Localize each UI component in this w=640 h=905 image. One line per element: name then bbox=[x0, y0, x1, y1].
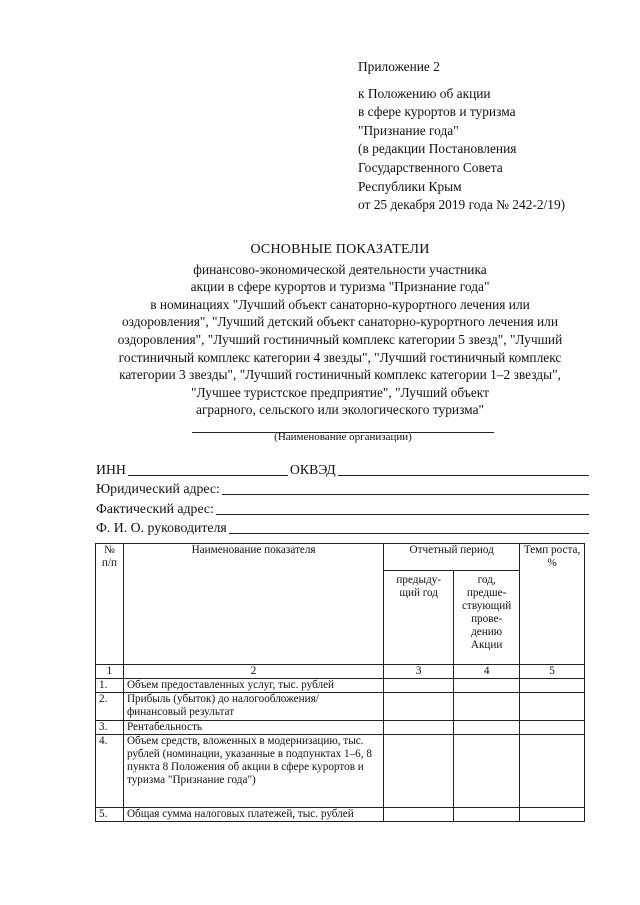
table-row bbox=[96, 679, 585, 693]
value-cell[interactable] bbox=[384, 808, 454, 822]
row-num: 1. bbox=[96, 679, 124, 693]
title-line: финансово-экономической деятельности участника bbox=[193, 261, 487, 277]
col-number: 2 bbox=[123, 665, 383, 679]
value-cell[interactable] bbox=[454, 735, 520, 808]
actual-address-row bbox=[96, 497, 591, 517]
table-header-row bbox=[96, 544, 585, 571]
header-prev-action-year: год, предше-ствующий прове-дению Акции bbox=[454, 571, 520, 665]
okved-field[interactable] bbox=[338, 462, 589, 476]
title-line: гостиничный комплекс категории 4 звезды", "Лучший гостиничный комплекс bbox=[118, 349, 562, 365]
head-name-label: Ф. И. О. руководителя bbox=[96, 520, 227, 535]
header-rate: Темп роста, % bbox=[520, 544, 585, 665]
value-cell[interactable] bbox=[454, 693, 520, 721]
value-cell[interactable] bbox=[454, 679, 520, 693]
legal-address-label: Юридический адрес: bbox=[96, 481, 220, 496]
title-line: "Лучшее туристское предприятие", "Лучший объект bbox=[191, 384, 489, 400]
actual-address-field[interactable] bbox=[216, 501, 589, 515]
appendix-line: "Признание года" bbox=[358, 122, 459, 138]
indicators-table bbox=[95, 543, 585, 822]
title-line: оздоровления", "Лучший гостиничный комплекс категории 5 звезд", "Лучший bbox=[117, 331, 563, 347]
appendix-line: (в редакции Постановления bbox=[358, 141, 517, 157]
row-name: Прибыль (убыток) до налогообложения/ финансовый результат bbox=[123, 693, 383, 721]
appendix-line: к Положению об акции bbox=[358, 85, 491, 101]
header-period: Отчетный период bbox=[384, 544, 520, 571]
title-main: ОСНОВНЫЕ ПОКАЗАТЕЛИ bbox=[250, 242, 430, 257]
appendix-number: Приложение 2 bbox=[358, 59, 440, 74]
appendix-line: Республики Крым bbox=[358, 178, 462, 194]
appendix-header bbox=[358, 58, 628, 215]
title-line: аграрного, сельского или экологического туризма" bbox=[196, 402, 484, 418]
row-name: Рентабельность bbox=[123, 721, 383, 735]
header-name: Наименование показателя bbox=[123, 544, 383, 665]
title-line: акции в сфере курортов и туризма "Признание года" bbox=[190, 279, 490, 295]
col-number: 1 bbox=[96, 665, 124, 679]
appendix-line: от 25 декабря 2019 года № 242-2/19) bbox=[358, 197, 566, 213]
org-name-caption: (Наименование организации) bbox=[274, 431, 412, 443]
table-row bbox=[96, 808, 585, 822]
row-num: 2. bbox=[96, 693, 124, 721]
row-num: 3. bbox=[96, 721, 124, 735]
value-cell[interactable] bbox=[520, 735, 585, 808]
appendix-line: в сфере курортов и туризма bbox=[358, 104, 516, 120]
value-cell[interactable] bbox=[454, 808, 520, 822]
value-cell[interactable] bbox=[520, 679, 585, 693]
table-row bbox=[96, 735, 585, 808]
value-cell[interactable] bbox=[384, 735, 454, 808]
title-line: в номинациях "Лучший объект санаторно-курортного лечения или bbox=[150, 296, 530, 312]
value-cell[interactable] bbox=[384, 679, 454, 693]
inn-label: ИНН bbox=[96, 461, 126, 477]
column-number-row bbox=[96, 665, 585, 679]
col-number: 5 bbox=[520, 665, 585, 679]
org-fields bbox=[96, 458, 591, 536]
okved-label: ОКВЭД bbox=[289, 461, 336, 477]
title-line: оздоровления", "Лучший детский объект санаторно-курортного лечения или bbox=[121, 314, 559, 330]
legal-address-row bbox=[96, 478, 591, 498]
row-name: Общая сумма налоговых платежей, тыс. рублей bbox=[123, 808, 383, 822]
table-row bbox=[96, 693, 585, 721]
row-num: 5. bbox=[96, 808, 124, 822]
row-name: Объем предоставленных услуг, тыс. рублей bbox=[123, 679, 383, 693]
value-cell[interactable] bbox=[384, 693, 454, 721]
col-number: 4 bbox=[454, 665, 520, 679]
inn-field[interactable] bbox=[128, 462, 288, 476]
appendix-line: Государственного Совета bbox=[358, 159, 503, 175]
col-number: 3 bbox=[384, 665, 454, 679]
head-name-field[interactable] bbox=[229, 520, 589, 534]
value-cell[interactable] bbox=[454, 721, 520, 735]
head-name-row bbox=[96, 517, 591, 537]
actual-address-label: Фактический адрес: bbox=[96, 500, 214, 516]
value-cell[interactable] bbox=[384, 721, 454, 735]
value-cell[interactable] bbox=[520, 721, 585, 735]
title-line: категории 3 звезды", "Лучший гостиничный комплекс категории 1–2 звезды", bbox=[119, 367, 561, 383]
document-title bbox=[80, 241, 600, 419]
table-row bbox=[96, 721, 585, 735]
legal-address-field[interactable] bbox=[222, 481, 589, 495]
value-cell[interactable] bbox=[520, 808, 585, 822]
value-cell[interactable] bbox=[520, 693, 585, 721]
inn-okved-row bbox=[96, 458, 591, 478]
row-num: 4. bbox=[96, 735, 124, 808]
header-prev-year: предыду-щий год bbox=[384, 571, 454, 665]
header-num: № п/п bbox=[96, 544, 124, 665]
row-name: Объем средств, вложенных в модернизацию, тыс. рублей (номинации, указанные в подпунктах 1–6, 8 пункта 8 Положения об акции в сфере курортов и туризма "Признание года") bbox=[123, 735, 383, 808]
